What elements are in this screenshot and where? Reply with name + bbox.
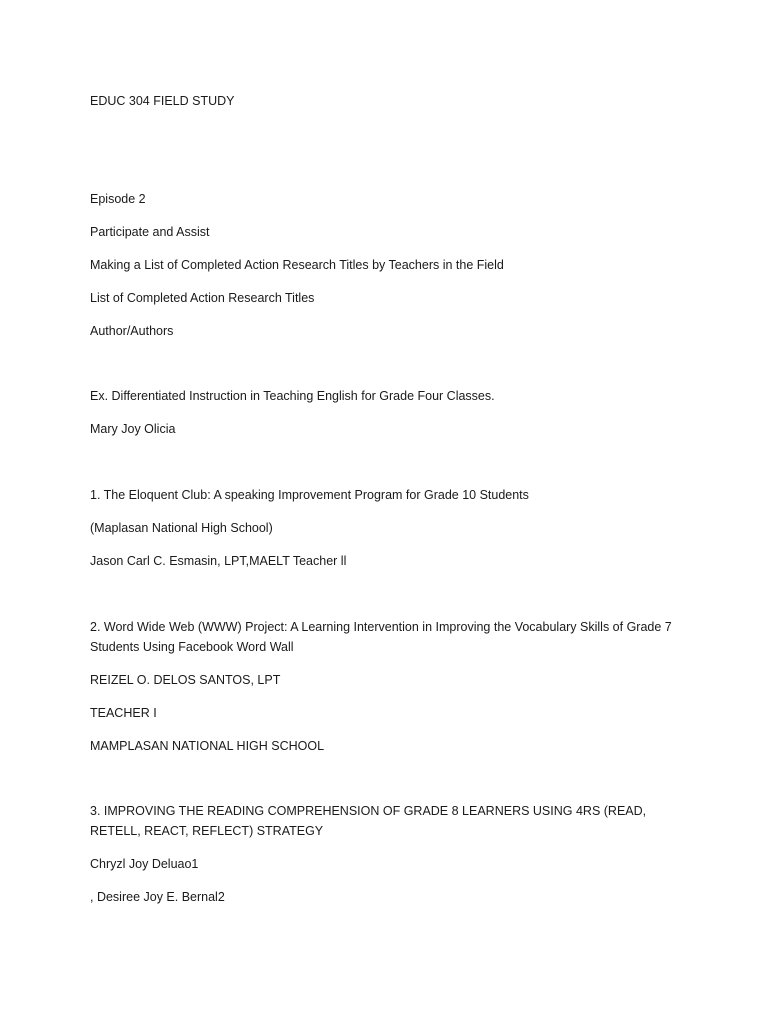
entry-3-title: 3. IMPROVING THE READING COMPREHENSION OF GRADE 8 LEARNERS USING 4RS (READ, RETELL, REACT, REFLECT) STRATEGY bbox=[90, 804, 647, 838]
task-description: Making a List of Completed Action Research Titles by Teachers in the Field bbox=[90, 258, 504, 272]
course-title: EDUC 304 FIELD STUDY bbox=[90, 94, 235, 108]
entry-1-school: (Maplasan National High School) bbox=[90, 521, 273, 535]
activity-label: Participate and Assist bbox=[90, 225, 210, 239]
example-author: Mary Joy Olicia bbox=[90, 422, 176, 436]
entry-2-author: REIZEL O. DELOS SANTOS, LPT bbox=[90, 673, 281, 687]
entry-3-author-2: , Desiree Joy E. Bernal2 bbox=[90, 890, 225, 904]
episode-label: Episode 2 bbox=[90, 192, 146, 206]
author-heading: Author/Authors bbox=[90, 324, 174, 338]
entry-1-title: 1. The Eloquent Club: A speaking Improvement Program for Grade 10 Students bbox=[90, 488, 529, 502]
entry-3-author-1: Chryzl Joy Deluao1 bbox=[90, 857, 199, 871]
example-title: Ex. Differentiated Instruction in Teaching English for Grade Four Classes. bbox=[90, 389, 495, 403]
list-heading: List of Completed Action Research Titles bbox=[90, 291, 315, 305]
entry-2-school: MAMPLASAN NATIONAL HIGH SCHOOL bbox=[90, 739, 325, 753]
entry-2-title: 2. Word Wide Web (WWW) Project: A Learning Intervention in Improving the Vocabulary Skills of Grade 7 Students Using Facebook Word Wall bbox=[90, 620, 672, 654]
entry-2-position: TEACHER I bbox=[90, 706, 157, 720]
entry-1-author: Jason Carl C. Esmasin, LPT,MAELT Teacher ll bbox=[90, 554, 347, 568]
